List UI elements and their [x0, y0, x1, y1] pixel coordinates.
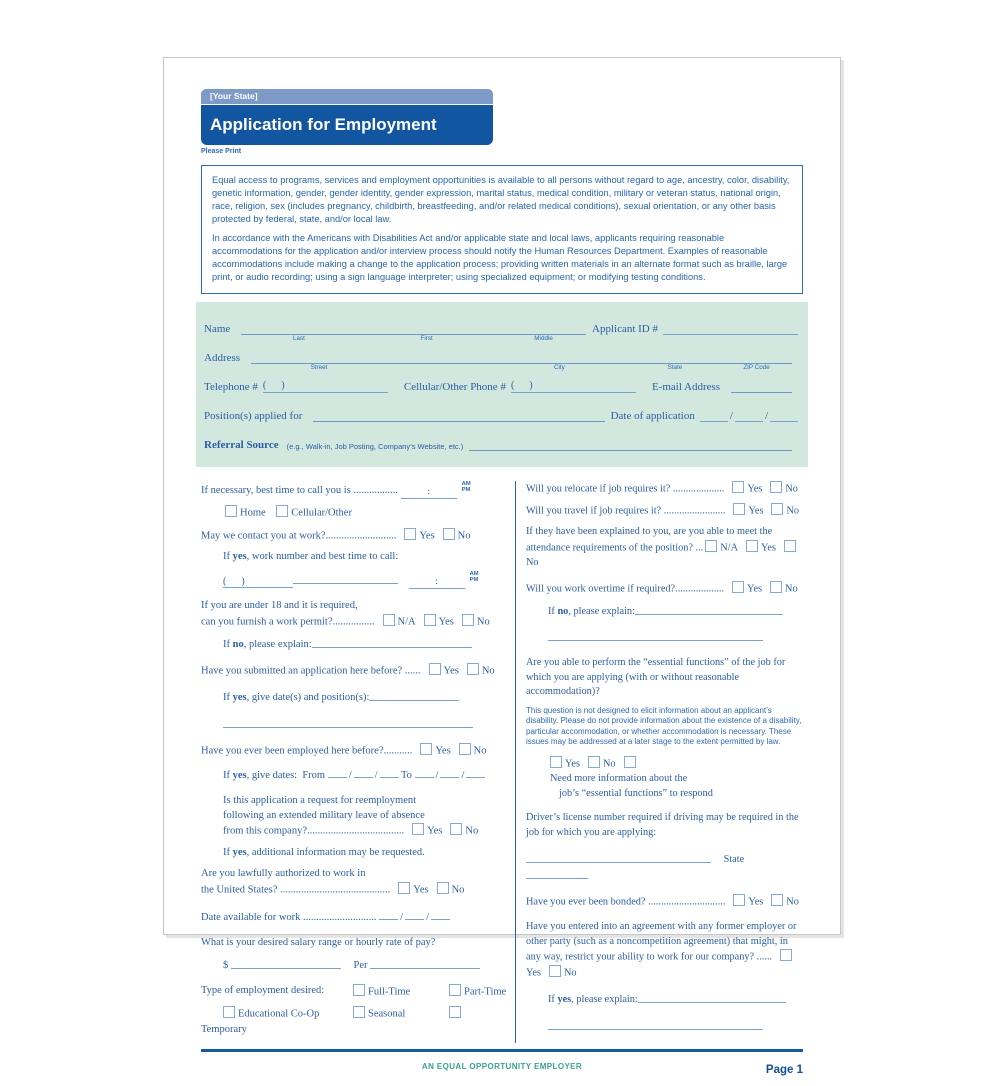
yes-label: Yes	[748, 505, 764, 517]
sublabel-street: Street	[310, 364, 328, 372]
essential-functions-text: Are you able to perform the “essential functions” of the job for which you are applying (with or without reasonable accommodation)?	[526, 657, 786, 698]
notice-paragraph-2: In accordance with the Americans with Disabilities Act and/or applicable state and local laws, applicants requiring reasonable accommodations for the application and/or interview process should notify the Human Resources Department. Examples of reasonable accommodations include making a change to the application process; providing written materials in an alternate format such as braille, large print, or audio recording; using a sign language interpreter; using specialized equipment; or modifying testing conditions.	[212, 233, 788, 283]
noncompete-explain-line-2[interactable]	[548, 1018, 763, 1030]
yes-label: Yes	[526, 967, 541, 979]
yes-word: yes	[557, 994, 572, 1006]
yes-label: Yes	[747, 583, 763, 595]
email-input-line[interactable]	[731, 380, 792, 393]
sublabel-first: First	[420, 335, 433, 343]
from-day-line[interactable]	[354, 766, 373, 778]
give-dates-text: , give dates: From	[246, 769, 326, 781]
name-input-line[interactable]	[241, 322, 586, 343]
pm-label: PM	[461, 487, 471, 494]
na-label: N/A	[397, 616, 416, 628]
checkbox-permit-na[interactable]	[383, 614, 395, 626]
from-month-line[interactable]	[328, 766, 347, 778]
checkbox-bonded-no[interactable]	[771, 894, 783, 906]
lawful-text-1: Are you lawfully authorized to work in	[201, 867, 366, 879]
slash: /	[426, 912, 430, 924]
salary-question	[201, 936, 507, 951]
dollar-label: $	[223, 959, 229, 971]
referral-source-input-line[interactable]	[469, 438, 792, 451]
checkbox-contact-work-yes[interactable]	[404, 528, 416, 540]
no-label: No	[785, 483, 798, 495]
explain-text: , please explain:	[568, 605, 635, 617]
work-permit-question	[201, 599, 507, 630]
yes-label: Yes	[427, 825, 443, 837]
slash: /	[435, 769, 439, 781]
checkbox-travel-yes[interactable]	[733, 503, 745, 515]
na-label: N/A	[720, 542, 739, 554]
dates-positions-line[interactable]	[369, 689, 459, 701]
submitted-dates-extra	[223, 716, 507, 733]
avail-month-line[interactable]	[379, 908, 398, 920]
applicant-id-input-line[interactable]	[663, 323, 798, 335]
checkbox-reemploy-yes[interactable]	[412, 823, 424, 835]
salary-question-text: What is your desired salary range or hourly rate of pay?	[201, 936, 436, 948]
reemployment-text-1: Is this application a request for reemployment	[223, 794, 417, 806]
yes-label: Yes	[413, 884, 429, 896]
essential-functions-question	[526, 656, 803, 700]
checkbox-relocate-no[interactable]	[770, 481, 782, 493]
positions-input-line[interactable]	[313, 409, 604, 422]
page-number: Page 1	[765, 1064, 803, 1077]
per-label: Per	[353, 959, 368, 971]
checkbox-temporary[interactable]	[449, 1006, 461, 1018]
employment-type-row-1	[201, 984, 507, 1000]
employment-type-label: Type of employment desired:	[201, 984, 325, 996]
checkbox-seasonal[interactable]	[353, 1006, 365, 1018]
pm-label: PM	[469, 576, 479, 583]
slash: /	[764, 410, 768, 423]
employed-before-text: Have you ever been employed here before?...........	[201, 745, 413, 757]
overtime-text: Will you work overtime if required?...................	[526, 583, 725, 595]
checkbox-need-more-info[interactable]	[624, 756, 636, 768]
attendance-text-1: If they have been explained to you, are you able to meet the	[526, 526, 773, 538]
permit-explain-prompt	[223, 636, 507, 653]
slash: /	[374, 769, 378, 781]
date-of-application-label: Date of application	[610, 410, 695, 423]
checkbox-submitted-no[interactable]	[467, 663, 479, 675]
slash: /	[461, 769, 465, 781]
email-label: E-mail Address	[651, 381, 721, 394]
right-column	[516, 481, 803, 1043]
if-word: If	[223, 550, 233, 562]
identity-panel	[196, 302, 808, 467]
overtime-explain-line[interactable]	[635, 603, 783, 615]
no-label: No	[526, 557, 539, 569]
if-word: If	[223, 639, 233, 651]
educational-coop-label: Educational Co-Op	[238, 1008, 320, 1020]
essential-functions-note: This question is not designed to elicit information about an applicant’s disability. Please do not provide information about the existence of a disability, particular accommodation, or whether accommodation is necessary. These issues may be addressed at a later stage to the extent permitted by law.	[526, 705, 802, 747]
sublabel-last: Last	[292, 335, 305, 343]
checkbox-noncompete-yes[interactable]	[780, 949, 792, 961]
drivers-license-text: Driver’s license number required if driving may be required in the job for which you are applying:	[526, 812, 799, 838]
name-label: Name	[204, 323, 231, 336]
no-label: No	[476, 616, 490, 628]
salary-per-line[interactable]	[370, 957, 480, 969]
to-label: To	[400, 769, 412, 781]
checkbox-overtime-yes[interactable]	[732, 581, 744, 593]
license-state-label: State	[723, 853, 745, 865]
checkbox-full-time[interactable]	[353, 984, 365, 996]
footer-rule	[201, 1049, 803, 1052]
dates-positions-line-2[interactable]	[223, 716, 473, 728]
cellular-other-label: Cellular/Other	[291, 507, 352, 519]
checkbox-essential-yes[interactable]	[550, 756, 562, 768]
lawfully-authorized-question	[201, 867, 507, 898]
need-more-text-1: Need more information about the	[550, 773, 688, 785]
application-form-page	[163, 57, 841, 1077]
checkbox-employed-yes[interactable]	[420, 743, 432, 755]
noncompete-explain-extra	[548, 1018, 803, 1035]
app-date-year-line[interactable]	[770, 410, 798, 422]
work-number-inputs	[223, 571, 507, 589]
applicant-id-label: Applicant ID #	[592, 323, 658, 336]
work-number-prompt	[223, 550, 507, 565]
salary-amount-line[interactable]	[231, 957, 341, 969]
am-pm-label	[462, 481, 471, 493]
yes-label: Yes	[565, 758, 580, 770]
checkbox-cellular-other[interactable]	[276, 505, 288, 517]
work-number-area-line[interactable]: ( )	[223, 575, 293, 588]
need-more-info-label	[550, 772, 713, 801]
employed-dates-prompt	[223, 766, 507, 784]
noncompete-explain-prompt	[548, 991, 803, 1008]
no-label: No	[563, 967, 577, 979]
work-number-text: , work number and best time to call:	[246, 550, 399, 562]
sublabel-middle: Middle	[534, 335, 553, 343]
left-column	[201, 481, 516, 1043]
slash: /	[400, 912, 404, 924]
from-year-line[interactable]	[380, 766, 399, 778]
work-time-line[interactable]: :	[409, 576, 465, 589]
sublabel-city: City	[553, 364, 565, 372]
submitted-before-question	[201, 663, 507, 679]
drivers-license-line[interactable]	[526, 851, 711, 863]
checkbox-attendance-yes[interactable]	[746, 540, 758, 552]
contact-at-work-question	[201, 528, 507, 544]
dates-positions-text: , give date(s) and position(s):	[246, 692, 370, 704]
questions-section	[201, 481, 803, 1043]
need-more-text-2: job’s “essential functions” to respond	[559, 787, 713, 799]
yes-label: Yes	[419, 530, 435, 542]
cellular-label: Cellular/Other Phone #	[403, 381, 506, 394]
home-label: Home	[240, 507, 266, 519]
yes-label: Yes	[747, 483, 763, 495]
no-label: No	[451, 884, 465, 896]
phone-type-options	[223, 505, 507, 521]
am-pm-label	[470, 571, 479, 583]
yes-word: yes	[232, 846, 247, 858]
address-row	[204, 351, 798, 372]
reemployment-text-3: from this company?.....................................	[223, 825, 405, 837]
best-time-input-line[interactable]: :	[401, 486, 457, 499]
bonded-text: Have you ever been bonded? ..............................	[526, 896, 726, 908]
employed-before-question	[201, 743, 507, 759]
if-word: If	[223, 769, 233, 781]
reemployment-question	[223, 794, 507, 840]
checkbox-travel-no[interactable]	[771, 503, 783, 515]
employment-type-row-2	[201, 1006, 507, 1037]
checkbox-contact-work-no[interactable]	[443, 528, 455, 540]
relocate-text: Will you relocate if job requires it? ....................	[526, 483, 725, 495]
checkbox-noncompete-no[interactable]	[549, 965, 561, 977]
seasonal-label: Seasonal	[368, 1008, 406, 1020]
address-input-line[interactable]	[251, 351, 792, 372]
to-day-line[interactable]	[440, 766, 459, 778]
phone-row	[204, 380, 798, 393]
no-label: No	[473, 745, 487, 757]
cellular-area-code-line[interactable]: ( )	[511, 380, 581, 393]
checkbox-permit-no[interactable]	[462, 614, 474, 626]
telephone-area-code-line[interactable]: ( )	[263, 380, 333, 393]
checkbox-essential-no[interactable]	[588, 756, 600, 768]
travel-question	[526, 503, 803, 519]
no-label: No	[481, 665, 495, 677]
checkbox-submitted-yes[interactable]	[429, 663, 441, 675]
app-date-month-line[interactable]	[700, 410, 728, 422]
work-permit-text-2: can you furnish a work permit?................	[201, 616, 375, 628]
no-label: No	[786, 505, 800, 517]
contact-at-work-text: May we contact you at work?...........................	[201, 530, 397, 542]
equal-access-notice	[201, 165, 803, 294]
referral-source-hint: (e.g., Walk-in, Job Posting, Company’s Website, etc.)	[286, 442, 464, 452]
attendance-text-2: attendance requirements of the position? ...	[526, 542, 704, 554]
referral-row	[204, 438, 798, 451]
no-label: No	[602, 758, 616, 770]
reemployment-text-2: following an extended military leave of absence	[223, 809, 425, 821]
permit-explain-line[interactable]	[312, 636, 472, 648]
lawful-text-2: the United States? ..........................................	[201, 884, 391, 896]
checkbox-lawful-yes[interactable]	[398, 882, 410, 894]
no-word: no	[557, 605, 569, 617]
please-print-label: Please Print	[201, 148, 242, 155]
address-label: Address	[204, 352, 241, 365]
yes-label: Yes	[435, 745, 451, 757]
telephone-input-line[interactable]	[333, 381, 388, 393]
yes-label: Yes	[443, 665, 459, 677]
submitted-dates-prompt	[223, 689, 507, 706]
checkbox-educational-coop[interactable]	[223, 1006, 235, 1018]
if-word: If	[548, 994, 558, 1006]
cellular-input-line[interactable]	[581, 381, 636, 393]
noncompete-question	[526, 920, 803, 981]
salary-inputs	[223, 957, 507, 974]
checkbox-overtime-no[interactable]	[770, 581, 782, 593]
checkbox-permit-yes[interactable]	[424, 614, 436, 626]
checkbox-lawful-no[interactable]	[437, 882, 449, 894]
checkbox-employed-no[interactable]	[459, 743, 471, 755]
avail-day-line[interactable]	[405, 908, 424, 920]
notice-paragraph-1: Equal access to programs, services and employment opportunities is available to all persons without regard to age, ancestry, color, disability, genetic information, gender, gender identity, gender expression, marital status, medical condition, military or veteran status, national origin, race, religion, sex (includes pregnancy, childbirth, breastfeeding, and/or related medical conditions), sexual orientation, or any other basis protected by federal, state, and/or local law.	[212, 175, 790, 225]
date-available-question	[201, 908, 507, 926]
sublabel-zip: ZIP Code	[743, 364, 770, 372]
explain-text: , please explain:	[243, 639, 312, 651]
slash: /	[348, 769, 352, 781]
work-permit-text-1: If you are under 18 and it is required,	[201, 599, 358, 611]
yes-label: Yes	[438, 616, 454, 628]
bonded-question	[526, 894, 803, 910]
travel-text: Will you travel if job requires it? ........................	[526, 505, 726, 517]
if-word: If	[223, 692, 233, 704]
sublabel-state: State	[667, 364, 683, 372]
essential-functions-options	[548, 756, 803, 801]
temporary-label: Temporary	[201, 1023, 247, 1035]
no-label: No	[457, 530, 471, 542]
yes-word: yes	[232, 550, 247, 562]
checkbox-bonded-yes[interactable]	[733, 894, 745, 906]
position-row	[204, 409, 798, 422]
name-row	[204, 322, 798, 343]
positions-label: Position(s) applied for	[204, 410, 303, 423]
footer	[201, 1056, 803, 1086]
checkbox-reemploy-no[interactable]	[450, 823, 462, 835]
am-label: AM	[461, 481, 471, 488]
slash: /	[729, 410, 733, 423]
checkbox-home[interactable]	[225, 505, 237, 517]
yes-word: yes	[232, 692, 247, 704]
am-label: AM	[469, 570, 479, 577]
overtime-question	[526, 581, 803, 597]
to-year-line[interactable]	[466, 766, 485, 778]
yes-label: Yes	[761, 542, 776, 554]
no-label: No	[465, 825, 479, 837]
form-header	[201, 89, 493, 145]
work-number-line[interactable]	[293, 572, 398, 584]
telephone-label: Telephone #	[204, 381, 258, 394]
equal-opportunity-label: AN EQUAL OPPORTUNITY EMPLOYER	[421, 1062, 583, 1072]
attendance-question	[526, 525, 803, 570]
no-label: No	[786, 896, 799, 908]
yes-word: yes	[232, 769, 247, 781]
best-time-question	[201, 481, 507, 499]
no-word: no	[232, 639, 244, 651]
date-available-text: Date available for work ............................	[201, 912, 377, 924]
no-label: No	[785, 583, 798, 595]
app-date-day-line[interactable]	[735, 410, 763, 422]
additional-info-text: , additional information may be requested.	[246, 846, 425, 858]
page-title: Application for Employment	[201, 105, 493, 145]
overtime-explain-extra	[548, 629, 803, 646]
drivers-license-question	[526, 811, 803, 840]
overtime-explain-prompt	[548, 603, 803, 620]
if-word: If	[223, 846, 233, 858]
noncompete-explain-line[interactable]	[638, 991, 786, 1003]
noncompete-text: Have you entered into an agreement with any former employer or other party (such as a noncompetition agreement) that might, in any way, restrict your ability to work for our company? ......	[526, 920, 797, 963]
license-state-line[interactable]	[526, 867, 588, 879]
submitted-before-text: Have you submitted an application here before? ......	[201, 665, 421, 677]
relocate-question	[526, 481, 803, 497]
avail-year-line[interactable]	[431, 908, 450, 920]
best-time-text: If necessary, best time to call you is .................	[201, 485, 399, 497]
explain-text: , please explain:	[571, 994, 638, 1006]
checkbox-attendance-na[interactable]	[705, 540, 717, 552]
if-word: If	[548, 605, 558, 617]
checkbox-part-time[interactable]	[449, 984, 461, 996]
checkbox-attendance-no[interactable]	[784, 540, 796, 552]
additional-info-note	[223, 846, 507, 861]
overtime-explain-line-2[interactable]	[548, 629, 763, 641]
drivers-license-inputs	[526, 851, 803, 884]
full-time-label: Full-Time	[368, 986, 411, 998]
yes-label: Yes	[748, 896, 764, 908]
to-month-line[interactable]	[415, 766, 434, 778]
checkbox-relocate-yes[interactable]	[732, 481, 744, 493]
part-time-label: Part-Time	[464, 986, 507, 998]
referral-source-label: Referral Source	[204, 439, 279, 452]
state-banner: [Your State]	[201, 89, 493, 104]
